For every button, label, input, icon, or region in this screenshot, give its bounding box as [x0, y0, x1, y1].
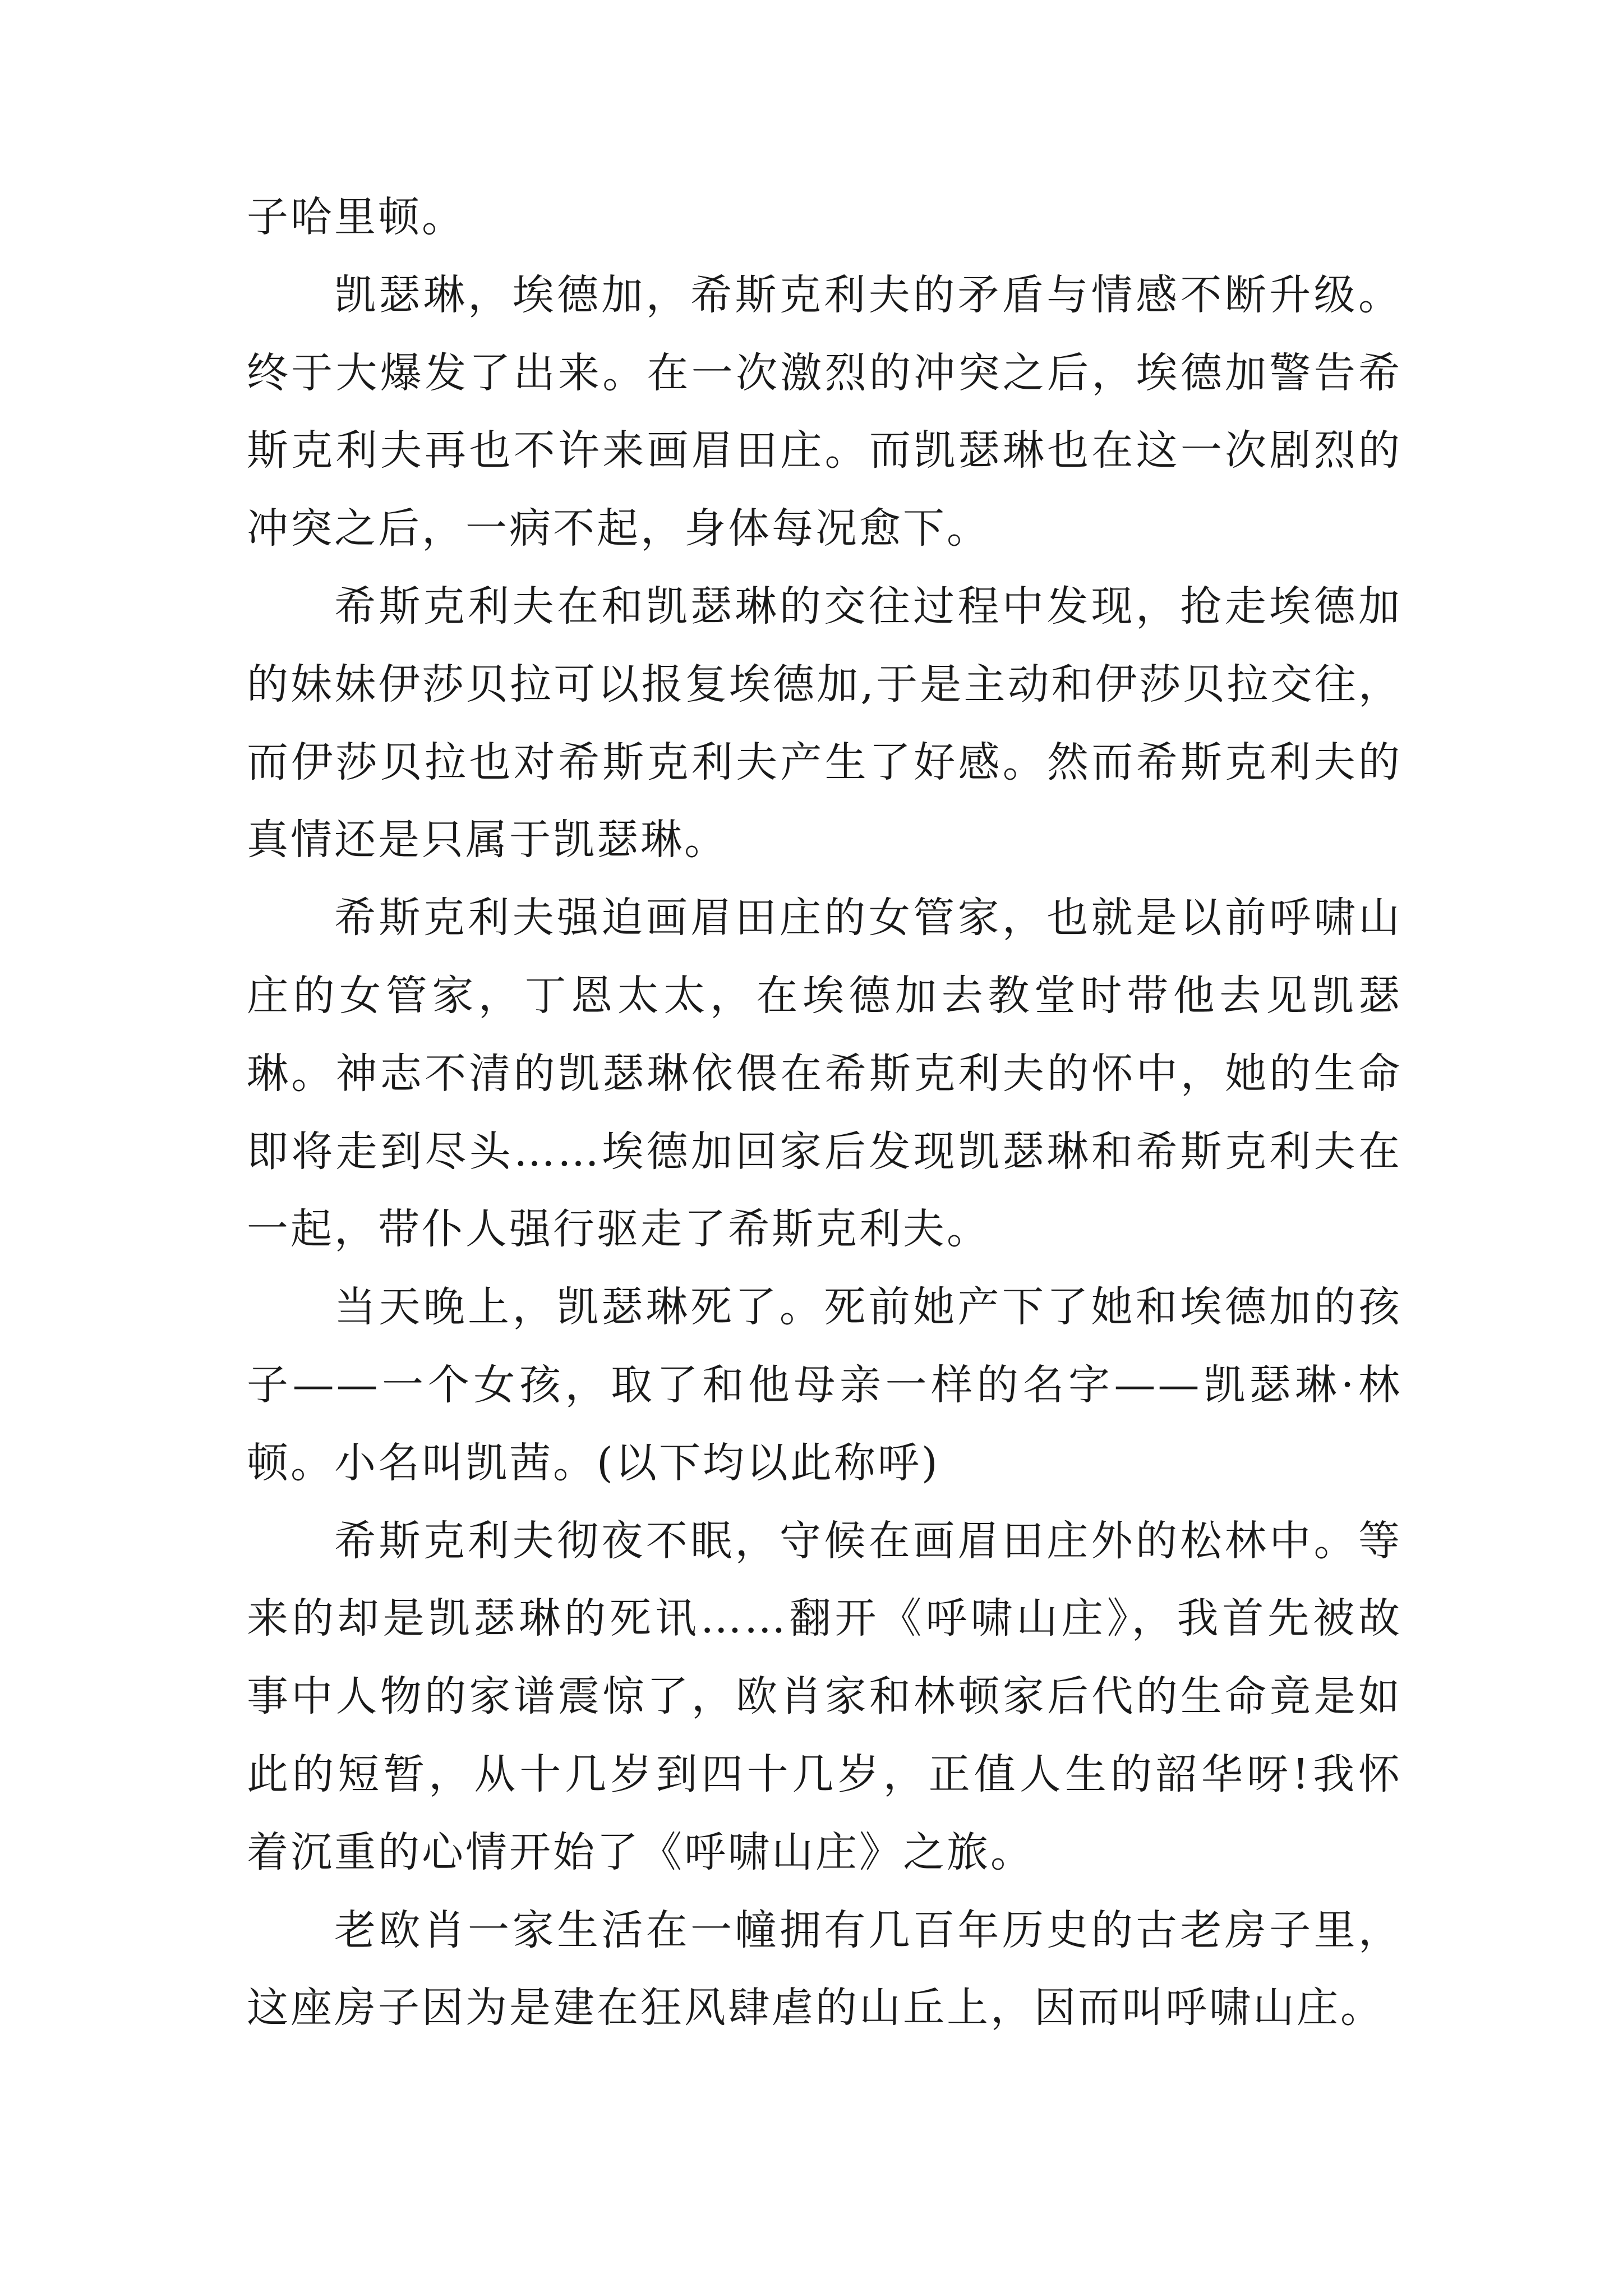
paragraph: 当天晚上，凯瑟琳死了。死前她产下了她和埃德加的孩子——一个女孩，取了和他母亲一样的名字——凯瑟琳·林顿。小名叫凯茜。(以下均以此称呼) — [247, 1283, 1402, 1487]
document-body — [247, 178, 1402, 2047]
paragraph-continuation: 子哈里顿。 — [247, 193, 465, 241]
paragraph: 希斯克利夫彻夜不眠，守候在画眉田庄外的松林中。等来的却是凯瑟琳的死讯……翻开《呼啸山庄》，我首先被故事中人物的家谱震惊了，欧肖家和林顿家后代的生命竟是如此的短暂，从十几岁到四十几岁，正值人生的韶华呀!我怀着沉重的心情开始了《呼啸山庄》之旅。 — [247, 1516, 1402, 1876]
paragraph: 老欧肖一家生活在一幢拥有几百年历史的古老房子里，这座房子因为是建在狂风肆虐的山丘上，因而叫呼啸山庄。 — [247, 1906, 1402, 2032]
paragraph: 希斯克利夫强迫画眉田庄的女管家，也就是以前呼啸山庄的女管家，丁恩太太，在埃德加去教堂时带他去见凯瑟琳。神志不清的凯瑟琳依偎在希斯克利夫的怀中，她的生命即将走到尽头……埃德加回家后发现凯瑟琳和希斯克利夫在一起，带仆人强行驱走了希斯克利夫。 — [247, 894, 1402, 1254]
paragraph: 凯瑟琳，埃德加，希斯克利夫的矛盾与情感不断升级。终于大爆发了出来。在一次激烈的冲突之后，埃德加警告希斯克利夫再也不许来画眉田庄。而凯瑟琳也在这一次剧烈的冲突之后，一病不起，身体每况愈下。 — [247, 270, 1402, 553]
paragraph: 希斯克利夫在和凯瑟琳的交往过程中发现，抢走埃德加的妹妹伊莎贝拉可以报复埃德加,于是主动和伊莎贝拉交往，而伊莎贝拉也对希斯克利夫产生了好感。然而希斯克利夫的真情还是只属于凯瑟琳。 — [247, 582, 1402, 864]
